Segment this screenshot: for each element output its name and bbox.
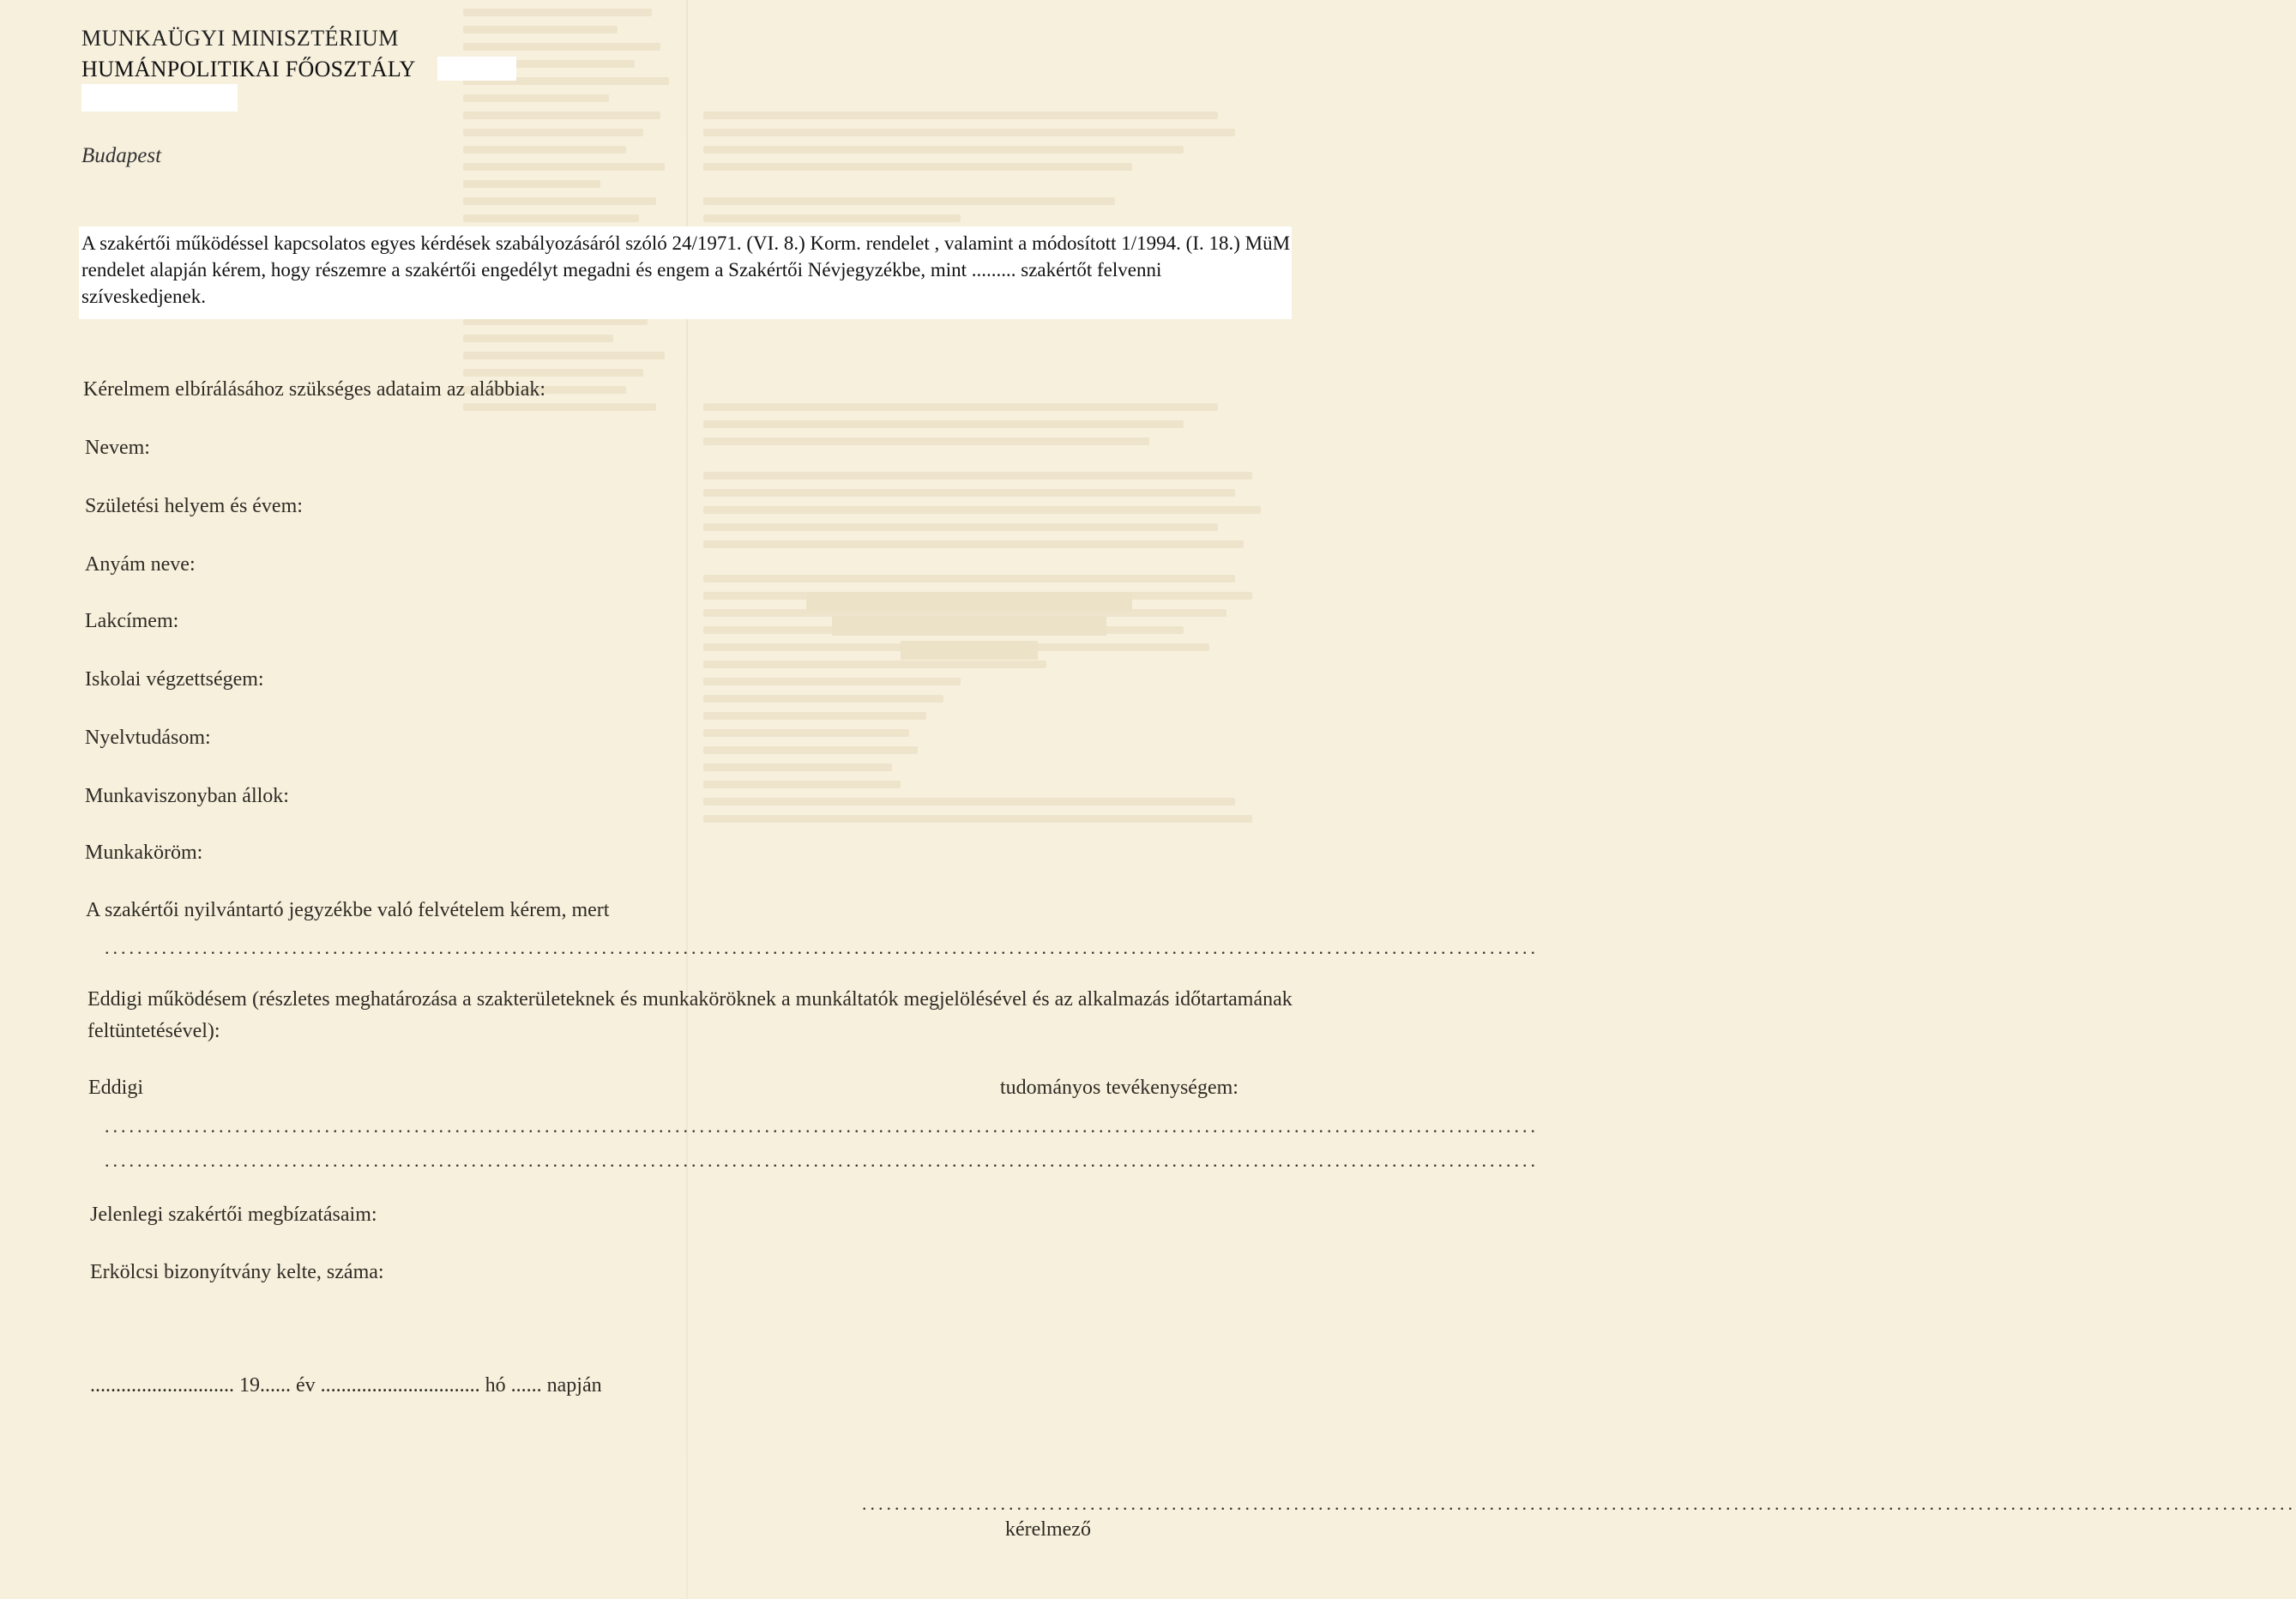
name-field-label: Nevem: [85, 437, 150, 459]
scientific-activity-label-left: Eddigi [88, 1077, 143, 1099]
scientific-activity-dotted-line-2: ................................................................................................................................................................................ [105, 1149, 1539, 1171]
signature-dotted-line: ................................................................................................................................................................................ [862, 1493, 2296, 1514]
date-line: ............................ 19...... év ............................... hó ...... napján [90, 1374, 602, 1397]
bleed-through-heading [755, 588, 1184, 665]
registration-reason-dotted-line: ................................................................................................................................................................................ [105, 937, 1539, 958]
address-field-label: Lakcímem: [85, 610, 179, 632]
prior-activity-label: Eddigi működésem (részletes meghatározása a szakterületeknek és munkaköröknek a munkáltatók megjelölésével és az alkalmazás időtartamának feltüntetésével): [87, 988, 1293, 1042]
current-assignments-label: Jelenlegi szakértői megbízatásaim: [90, 1204, 377, 1226]
birth-field-label: Születési helyem és évem: [85, 495, 303, 517]
languages-field-label: Nyelvtudásom: [85, 727, 211, 749]
whiteout-header-line [81, 84, 238, 112]
job-field-label: Munkaköröm: [85, 842, 203, 864]
department-title: HUMÁNPOLITIKAI FŐOSZTÁLY [81, 57, 416, 81]
scientific-activity-label-right: tudományos tevékenységem: [1000, 1077, 1238, 1099]
signature-label: kérelmező [1005, 1518, 1091, 1541]
form-intro-label: Kérelmem elbírálásához szükséges adataim az alábbiak: [83, 378, 546, 401]
whiteout-header [437, 57, 516, 81]
education-field-label: Iskolai végzettségem: [85, 668, 264, 691]
intro-paragraph: A szakértői működéssel kapcsolatos egyes kérdések szabályozásáról szóló 24/1971. (VI. 8.) Korm. rendelet , valamint a módosított 1/1994. (I. 18.) MüM rendelet alapján kérem, hogy részemre a szakértői engedélyt megadni és engem a Szakértői Névjegyzékbe, mint ......... szakértőt felvenni szíveskedjenek. [81, 232, 1291, 307]
mother-name-field-label: Anyám neve: [85, 553, 196, 576]
ministry-title: MUNKAÜGYI MINISZTÉRIUM [81, 26, 399, 51]
scientific-activity-dotted-line-1: ................................................................................................................................................................................ [105, 1115, 1539, 1137]
registration-reason-label: A szakértői nyilvántartó jegyzékbe való felvételem kérem, mert [86, 899, 610, 921]
moral-certificate-label: Erkölcsi bizonyítvány kelte, száma: [90, 1261, 384, 1283]
bleed-through-left [463, 0, 678, 1458]
city-label: Budapest [81, 144, 162, 167]
employment-field-label: Munkaviszonyban állok: [85, 785, 289, 807]
